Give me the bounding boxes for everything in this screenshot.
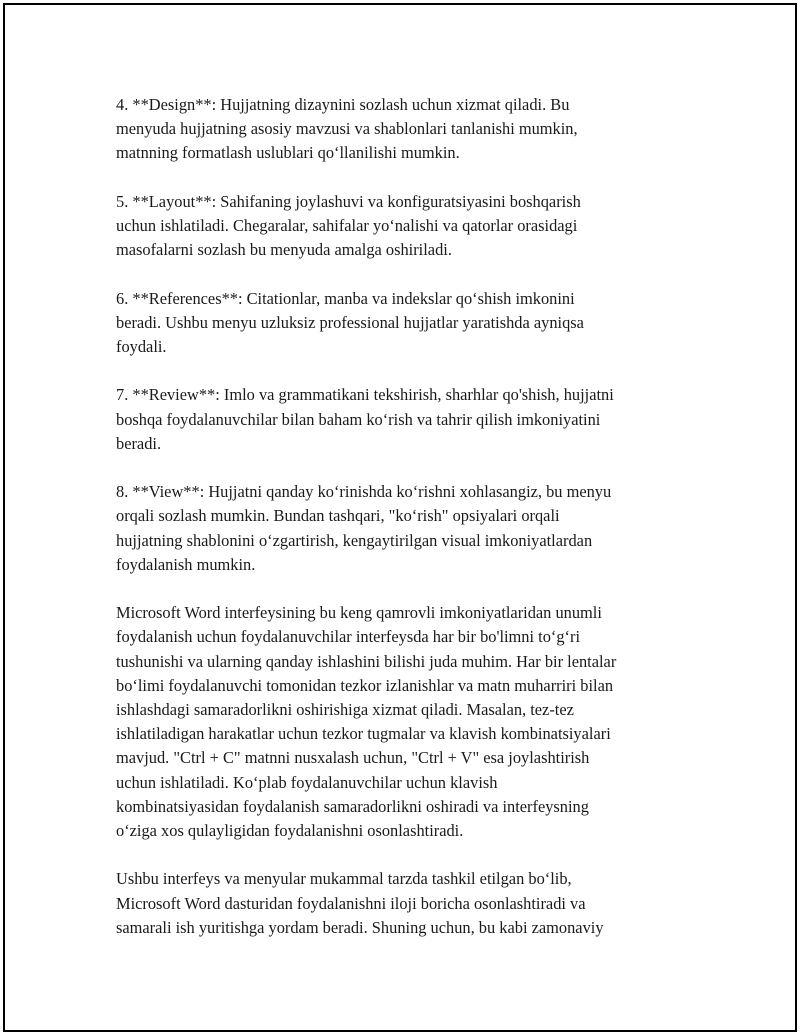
text-line: Ushbu interfeys va menyular mukammal tarzda tashkil etilgan bo‘lib,: [116, 869, 572, 889]
text-line: matnning formatlash uslublari qo‘llanilishi mumkin.: [116, 143, 460, 163]
text-line: kombinatsiyasidan foydalanish samaradorlikni oshiradi va interfeysning: [116, 796, 589, 816]
text-line: Microsoft Word dasturidan foydalanishni iloji boricha osonlashtiradi va: [116, 893, 586, 913]
text-line: boshqa foydalanuvchilar bilan baham ko‘rish va tahrir qilish imkoniyatini: [116, 409, 601, 429]
text-line: beradi.: [116, 433, 162, 453]
text-line: foydalanish uchun foydalanuvchilar interfeysda har bir bo'limni to‘g‘ri: [116, 627, 581, 647]
text-line: beradi. Ushbu menyu uzluksiz professional hujjatlar yaratishda ayniqsa: [116, 312, 584, 332]
paragraph: [116, 601, 686, 843]
paragraph: [116, 93, 686, 166]
text-line: 8. **View**: Hujjatni qanday ko‘rinishda ko‘rishni xohlasangiz, bu menyu: [116, 482, 612, 502]
text-line: foydalanish mumkin.: [116, 554, 256, 574]
text-line: hujjatning shablonini o‘zgartirish, kengaytirilgan visual imkoniyatlardan: [116, 530, 593, 550]
text-line: 5. **Layout**: Sahifaning joylashuvi va konfiguratsiyasini boshqarish: [116, 191, 581, 211]
text-line: o‘ziga xos qulayligidan foydalanishni osonlashtiradi.: [116, 821, 464, 841]
text-line: 6. **References**: Citationlar, manba va indekslar qo‘shish imkonini: [116, 288, 575, 308]
paragraph: [116, 480, 686, 577]
text-line: foydali.: [116, 337, 167, 356]
document-body: [116, 93, 686, 964]
text-line: ishlatiladigan harakatlar uchun tezkor tugmalar va klavish kombinatsiyalari: [116, 724, 611, 744]
text-line: tushunishi va ularning qanday ishlashini bilishi juda muhim. Har bir lentalar: [116, 651, 617, 671]
text-line: orqali sozlash mumkin. Bundan tashqari, "ko‘rish" opsiyalari orqali: [116, 506, 560, 526]
text-line: uchun ishlatiladi. Ko‘plab foydalanuvchilar uchun klavish: [116, 772, 498, 792]
text-line: 4. **Design**: Hujjatning dizaynini sozlash uchun xizmat qiladi. Bu: [116, 95, 570, 114]
text-line: menyuda hujjatning asosiy mavzusi va shablonlari tanlanishi mumkin,: [116, 119, 578, 139]
paragraph: [116, 867, 686, 940]
paragraph: [116, 190, 686, 263]
text-line: samarali ish yuritishga yordam beradi. Shuning uchun, bu kabi zamonaviy: [116, 917, 604, 937]
text-line: bo‘limi foydalanuvchi tomonidan tezkor izlanishlar va matn muharriri bilan: [116, 675, 614, 695]
text-line: uchun ishlatiladi. Chegaralar, sahifalar yo‘nalishi va qatorlar orasidagi: [116, 216, 578, 235]
text-line: 7. **Review**: Imlo va grammatikani tekshirish, sharhlar qo'shish, hujjatni: [116, 385, 614, 405]
text-line: ishlashdagi samaradorlikni oshirishiga xizmat qiladi. Masalan, tez-tez: [116, 700, 574, 719]
paragraph: [116, 383, 686, 456]
paragraph: [116, 287, 686, 360]
text-line: masofalarni sozlash bu menyuda amalga oshiriladi.: [116, 240, 452, 260]
text-line: mavjud. "Ctrl + C" matnni nusxalash uchun, "Ctrl + V" esa joylashtirish: [116, 748, 590, 768]
text-line: Microsoft Word interfeysining bu keng qamrovli imkoniyatlaridan unumli: [116, 603, 602, 623]
